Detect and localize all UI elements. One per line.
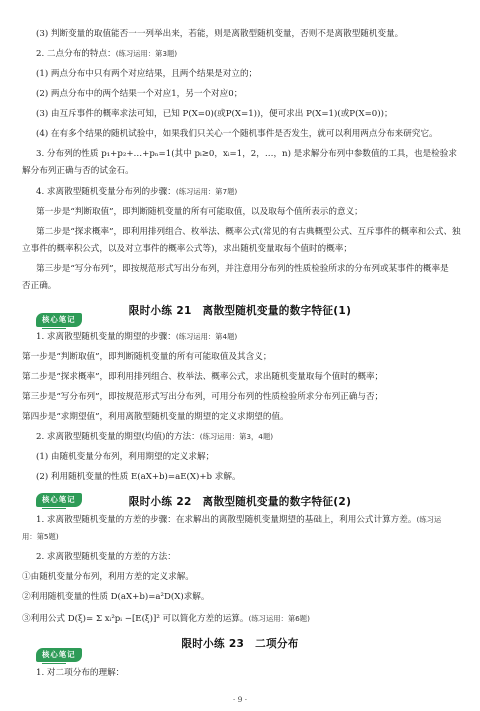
paragraph: [36, 68, 448, 81]
paragraph: [36, 108, 448, 121]
section-title: 限时小练 23 二项分布: [181, 638, 299, 650]
text-line: (2) 利用随机变量的性质 E(aX+b)=aE(X)+b 求解。: [36, 472, 241, 482]
paragraph: [36, 48, 448, 61]
exercise-note: (练习运: [416, 515, 442, 524]
paragraph: [22, 371, 434, 384]
core-notes-badge: 核心笔记: [36, 493, 82, 507]
text-line: ①由随机变量分布列，利用方差的定义求解。: [22, 572, 194, 582]
paragraph: [36, 431, 448, 444]
text-line: ②利用随机变量的性质 D(aX+b)=a²D(X)求解。: [22, 592, 210, 602]
text-line: 1. 求离散型随机变量的期望的步骤：: [36, 332, 176, 342]
paragraph: [22, 243, 434, 256]
exercise-note: (练习运用：第6题): [248, 614, 310, 623]
formula-line: ③利用公式 D(ξ)= Σ xᵢ²pᵢ −[E(ξ)]² 可以简化方差的运算。: [22, 614, 249, 624]
text-line: (2) 两点分布中的两个结果一个对应1，另一个对应0；: [36, 89, 243, 99]
paragraph: [22, 165, 434, 178]
paragraph: [36, 331, 448, 344]
exercise-note: (练习运用：第3题): [115, 49, 178, 58]
paragraph: [22, 411, 434, 424]
paragraph: [22, 613, 434, 626]
paragraph: [36, 148, 457, 161]
paragraph: [36, 667, 448, 680]
text-line: 第四步是“求期望值”，利用离散型随机变量的期望的定义求期望的值。: [22, 412, 289, 422]
paragraph: [22, 351, 434, 364]
text-line: (1) 两点分布中只有两个对应结果，且两个结果是对立的；: [36, 69, 258, 79]
text-line: 4. 求离散型随机变量分布列的步骤：: [36, 187, 176, 197]
text-line: 第三步是“写分布列”，即按规范形式写出分布列，并注意用分布列的性质检验所求的分布列或某事件的概率是: [36, 264, 449, 274]
paragraph: [36, 263, 448, 276]
text-line: 1. 求离散型随机变量的方差的步骤：在求解出的离散型随机变量期望的基础上，利用公式计算方差。: [36, 515, 417, 525]
paragraph: [22, 531, 434, 544]
paragraph: [22, 391, 434, 404]
text-line: 立事件的概率积公式，以及对立事件的概率公式等)，求出随机变量取每个值时的概率；: [22, 244, 352, 254]
core-notes-badge: 核心笔记: [36, 313, 82, 327]
text-line: 否正确。: [22, 281, 57, 291]
paragraph: [36, 514, 448, 527]
text-line: (3) 判断变量的取值能否一一列举出来，若能，则是离散型随机变量，否则不是离散型随机变量。: [36, 29, 404, 39]
paragraph: [36, 226, 461, 239]
section-title: 限时小练 21 离散型随机变量的数字特征(1): [128, 305, 352, 317]
paragraph: [22, 571, 434, 584]
text-line: 第三步是“写分布列”，即按规范形式写出分布列，可用分布列的性质检验所求分布列正确与否；: [22, 392, 384, 402]
text-line: 2. 二点分布的特点：: [36, 49, 116, 59]
paragraph: [36, 128, 448, 141]
exercise-note: (练习运用：第4题): [175, 332, 238, 341]
text-line: 3. 分布列的性质 p₁+p₂+…+pₙ=1(其中 pᵢ≥0，xᵢ=1，2，…，n) 是求解分布列中参数值的工具，也是检验求: [36, 149, 457, 159]
paragraph: [22, 591, 434, 604]
paragraph: [36, 88, 448, 101]
exercise-note: 用：第5题): [22, 532, 59, 541]
paragraph: [36, 471, 448, 484]
text-line: 第二步是“探求概率”，即利用排列组合、枚举法、概率公式(常见的有古典概型公式、互斥事件的概率和公式、独: [36, 227, 461, 237]
text-line: 第二步是“探求概率”，即利用排列组合、枚举法、概率公式，求出随机变量取每个值时的概率；: [22, 372, 384, 382]
paragraph: [22, 280, 434, 293]
page-number: · 9 ·: [232, 695, 248, 704]
text-line: (3) 由互斥事件的概率求法可知，已知 P(X=0)(或P(X=1))，便可求出 P(X=1)(或P(X=0))；: [36, 109, 393, 119]
text-line: (1) 由随机变量分布列，利用期望的定义求解；: [36, 452, 215, 462]
paragraph: [36, 28, 448, 41]
paragraph: [36, 186, 448, 199]
core-notes-badge: 核心笔记: [36, 648, 82, 662]
paragraph: [36, 551, 448, 564]
paragraph: [36, 451, 448, 464]
text-line: 解分布列正确与否的试金石。: [22, 166, 134, 176]
text-line: 第一步是“判断取值”，即判断随机变量的所有可能取值，以及取每个值所表示的意义；: [36, 207, 363, 217]
text-line: 2. 求离散型随机变量的期望(均值)的方法：: [36, 432, 200, 442]
section-title: 限时小练 22 离散型随机变量的数字特征(2): [128, 496, 352, 508]
paragraph: [36, 206, 448, 219]
exercise-note: (练习运用：第3，4题): [199, 432, 274, 441]
text-line: (4) 在有多个结果的随机试验中，如果我们只关心一个随机事件是否发生，就可以利用两点分布来研究它。: [36, 129, 438, 139]
text-line: 1. 对二项分布的理解：: [36, 668, 125, 678]
exercise-note: (练习运用：第7题): [175, 187, 238, 196]
text-line: 第一步是“判断取值”，即判断随机变量的所有可能取值及其含义；: [22, 352, 272, 362]
text-line: 2. 求离散型随机变量的方差的方法：: [36, 552, 176, 562]
